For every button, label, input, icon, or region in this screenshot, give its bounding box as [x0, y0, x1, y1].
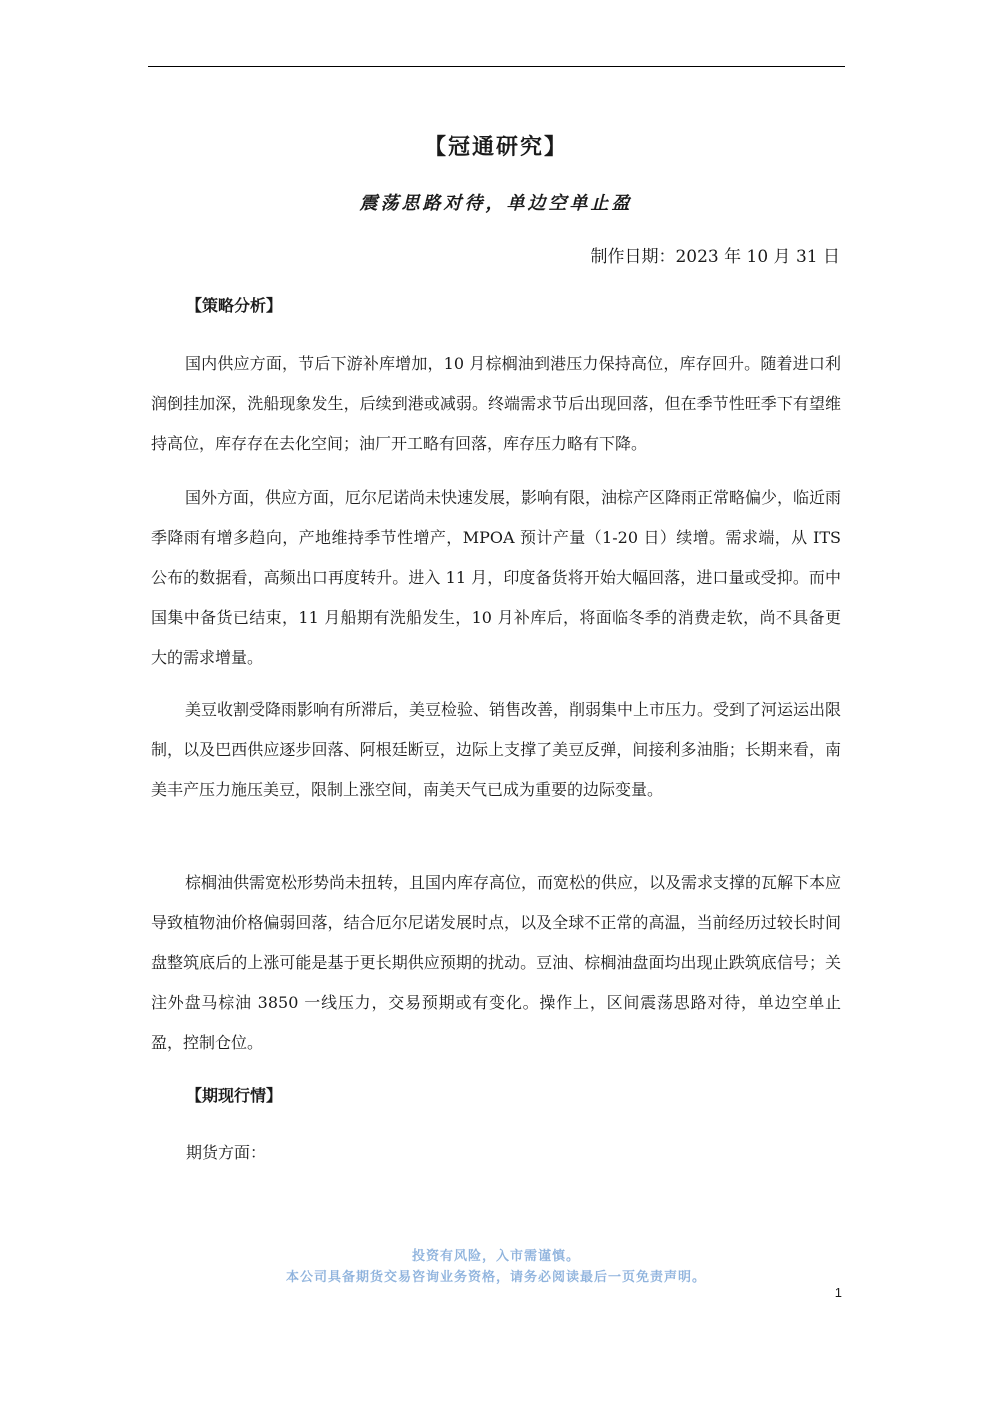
- section-heading-strategy: 【策略分析】: [186, 296, 283, 315]
- report-brand-title: 【冠通研究】: [423, 134, 568, 160]
- disclaimer-notice: 本公司具备期货交易咨询业务资格，请务必阅读最后一页免责声明。: [285, 1270, 706, 1285]
- paragraph-domestic-supply: 国内供应方面，节后下游补库增加，10 月棕榈油到港压力保持高位，库存回升。随着进口利润倒挂加深，洗船现象发生，后续到港或减弱。终端需求节后出现回落，但在季节性旺季下有望维持高位，库存存在去化空间；油厂开工略有回落，库存压力略有下降。: [151, 354, 841, 453]
- paragraph-overseas-supply: 国外方面，供应方面，厄尔尼诺尚未快速发展，影响有限，油棕产区降雨正常略偏少，临近雨季降雨有增多趋向，产地维持季节性增产，MPOA 预计产量（1-20 日）续增。需求端，从 ITS 公布的数据看，高频出口再度转升。进入 11 月，印度备货将开始大幅回落，进口量或受抑。而中国集中备货已结束，11 月船期有洗船发生，10 月补库后，将面临冬季的消费走软，尚不具备更大的需求增量。: [151, 488, 842, 667]
- report-headline: 震荡思路对待，单边空单止盈: [359, 193, 633, 214]
- report-date: 制作日期：2023 年 10 月 31 日: [590, 247, 840, 267]
- page-number: 1: [834, 1285, 842, 1300]
- paragraph-palm-oil-outlook: 棕榈油供需宽松形势尚未扭转，且国内库存高位，而宽松的供应，以及需求支撑的瓦解下本应导致植物油价格偏弱回落，结合厄尔尼诺发展时点，以及全球不正常的高温，当前经历过较长时间盘整筑底后的上涨可能是基于更长期供应预期的扰动。豆油、棕榈油盘面均出现止跌筑底信号；关注外盘马棕油 3850 一线压力，交易预期或有变化。操作上，区间震荡思路对待，单边空单止盈，控制仓位。: [151, 873, 842, 1052]
- paragraph-us-soybean: 美豆收割受降雨影响有所滞后，美豆检验、销售改善，削弱集中上市压力。受到了河运运出限制，以及巴西供应逐步回落、阿根廷断豆，边际上支撑了美豆反弹，间接利多油脂；长期来看，南美丰产压力施压美豆，限制上涨空间，南美天气已成为重要的边际变量。: [151, 700, 842, 799]
- risk-warning: 投资有风险，入市需谨慎。: [411, 1249, 580, 1264]
- header-rule: [148, 66, 845, 67]
- futures-label: 期货方面：: [186, 1143, 267, 1162]
- section-heading-market: 【期现行情】: [186, 1086, 283, 1105]
